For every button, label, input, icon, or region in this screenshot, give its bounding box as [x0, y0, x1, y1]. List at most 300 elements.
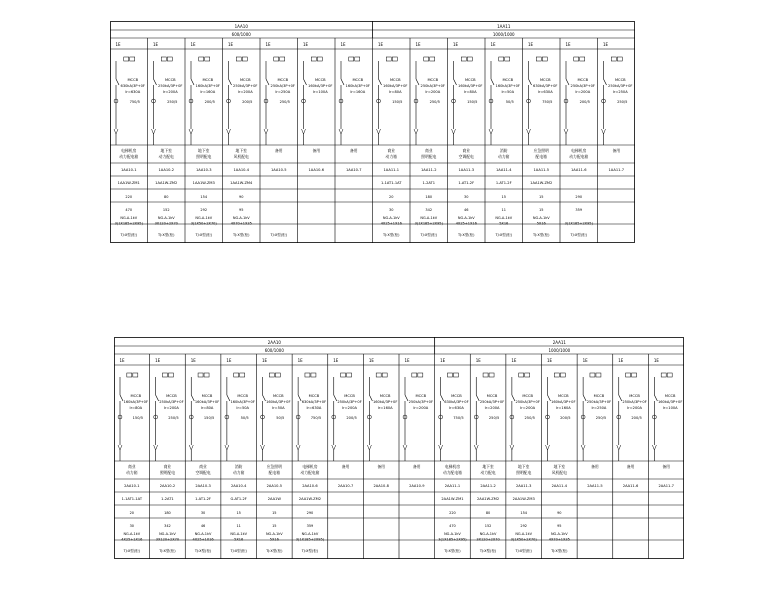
load-name: 动力配电	[480, 470, 496, 475]
circuit-code: 1AA11-1	[383, 168, 399, 172]
meter-icon	[124, 57, 129, 61]
meter-icon	[240, 373, 245, 377]
load-name: 配电箱	[268, 470, 281, 475]
meter-icon	[626, 373, 631, 377]
breaker-switch-icon	[156, 395, 159, 401]
load-name: 商业	[128, 464, 136, 469]
summary-cell: NG-A-1kV	[265, 532, 283, 536]
circuit-code: 2AA10-2	[159, 484, 176, 488]
summary-cell: 30	[129, 524, 135, 528]
breaker-spec: MCCB	[164, 78, 176, 82]
breaker-spec: MCCB	[664, 394, 676, 398]
cable-code: G-AT1-2F	[230, 497, 247, 501]
cable-code: 1-2AT1	[161, 497, 174, 501]
cable-code: 2AA1W-ZM2	[476, 497, 500, 501]
breaker-spec: MCCB	[166, 394, 177, 398]
circuit-code: 2AA11-5	[587, 484, 603, 488]
summary-cell: TJ:X型(柜)	[383, 233, 400, 237]
arrow-down-icon	[114, 129, 118, 134]
load-name: 空调配电	[195, 470, 211, 475]
circuit-code: 2AA10-1	[124, 484, 140, 488]
meter-icon	[317, 57, 322, 61]
breaker-switch-icon	[491, 79, 494, 85]
load-name: 消防	[499, 148, 508, 153]
breaker-spec: Ir=250A	[275, 90, 291, 94]
circuit-code: 2AA10-8	[373, 484, 389, 488]
summary-cell: TJ:X型(柜)	[479, 549, 497, 553]
summary-cell: NG-A-1kV	[532, 216, 550, 220]
circuit-code: 1AA10-7	[346, 168, 362, 172]
meter-icon	[392, 57, 397, 61]
meter-icon	[590, 373, 595, 377]
cabinet-label: 1E	[546, 358, 553, 363]
summary-cell: 90	[239, 195, 244, 199]
load-name: 电梯机房	[444, 464, 461, 469]
summary-cell: 3(1X50+2X70)	[510, 537, 537, 542]
arrow-down-icon	[302, 129, 306, 134]
arrow-down-icon	[546, 445, 550, 450]
load-name: 备用	[662, 464, 670, 469]
breaker-spec: MCCB	[202, 78, 214, 82]
ct-ratio: 250/5	[524, 416, 535, 420]
section-title: 2AA11	[552, 340, 566, 345]
summary-cell: TJ:X型(柜)	[233, 233, 250, 237]
cable-code: 2AA1W-ZM1	[441, 497, 464, 501]
circuit-code: 1AA11-6	[571, 168, 587, 172]
meter-icon	[424, 57, 429, 61]
load-name: 商业	[462, 148, 471, 153]
breaker-spec: Ir=200A	[413, 406, 429, 410]
meter-icon	[311, 57, 316, 61]
load-name: 电梯机房	[121, 148, 137, 153]
summary-cell: 3(1X50+2X70)	[190, 221, 217, 226]
ct-ratio: 50/5	[505, 100, 514, 104]
arrow-down-icon	[564, 129, 568, 134]
summary-cell: 11	[236, 524, 241, 528]
cabinet-label: 1E	[602, 42, 609, 47]
summary-cell: 290	[575, 195, 583, 199]
summary-cell: NG-A-1kV	[420, 216, 438, 220]
breaker-spec: 160kA/3P+0F	[383, 84, 408, 88]
breaker-spec: 250kA/3P+0F	[159, 400, 184, 404]
arrow-down-icon	[225, 445, 229, 450]
load-name: 照明配电	[516, 470, 532, 475]
load-name: 电梯机房	[302, 464, 318, 469]
meter-icon	[341, 373, 346, 377]
summary-cell: 359	[306, 524, 314, 528]
summary-cell: 180	[164, 511, 171, 515]
arrow-down-icon	[510, 445, 514, 450]
breaker-spec: 250kA/3P+0F	[408, 400, 434, 404]
breaker-spec: MCCB	[593, 394, 605, 398]
summary-cell: NG-A-1kV	[495, 216, 513, 220]
breaker-spec: 250kA/3P+0F	[570, 84, 595, 88]
meter-icon	[168, 373, 173, 377]
load-name: 备用	[612, 148, 621, 153]
breaker-spec: 160kA/3P+0F	[458, 84, 483, 88]
meter-icon	[505, 57, 510, 61]
cable-code: 1AA1W-ZM3	[192, 181, 215, 185]
breaker-spec: 250kA/3P+0F	[608, 84, 633, 88]
summary-cell: 3(1X185+2X95)	[438, 537, 467, 542]
load-name: 地下室	[160, 148, 172, 153]
load-name: 商业	[387, 148, 396, 153]
meter-icon	[596, 373, 601, 377]
meter-icon	[661, 373, 666, 377]
load-name: 动力配电箱	[569, 154, 589, 159]
cable-code: 1AA1W-ZM1	[117, 181, 140, 185]
meter-icon	[499, 57, 504, 61]
arrow-down-icon	[474, 445, 478, 450]
ct-ratio: 200/5	[242, 100, 253, 104]
breaker-spec: MCCB	[629, 394, 640, 398]
meter-icon	[489, 373, 494, 377]
cabinet-label: 1E	[226, 358, 232, 363]
meter-icon	[347, 373, 352, 377]
breaker-spec: MCCB	[464, 78, 476, 82]
ct-ratio: 50/5	[276, 416, 285, 420]
breaker-spec: 630kA/3P+0F	[533, 84, 558, 88]
summary-cell: 5X16	[536, 221, 546, 226]
meter-icon	[199, 57, 204, 61]
cable-code: 2AA1W-ZM3	[512, 497, 535, 501]
summary-cell: NG-A-1kV	[159, 532, 176, 536]
breaker-spec: Ir=200A	[425, 90, 441, 94]
arrow-down-icon	[439, 445, 443, 450]
summary-cell: 152	[484, 524, 492, 528]
breaker-spec: 160kA/3P+0F	[266, 400, 291, 404]
breaker-spec: 250kA/3P+0F	[586, 400, 612, 404]
breaker-spec: Ir=630A	[306, 406, 322, 410]
breaker-spec: MCCB	[237, 394, 248, 398]
breaker-spec: Ir=80A	[200, 406, 214, 410]
load-name: 风机配电	[233, 154, 249, 159]
ct-ratio: 750/5	[310, 416, 322, 420]
load-name: 备用	[591, 464, 599, 469]
meter-icon	[133, 373, 138, 377]
section-title: 2AA10	[267, 340, 281, 345]
breaker-spec: MCCB	[539, 78, 551, 82]
breaker-switch-icon	[191, 79, 194, 85]
meter-icon	[274, 57, 279, 61]
cabinet-label: 1E	[265, 42, 271, 47]
ct-ratio: 250/5	[168, 416, 179, 420]
breaker-spec: 630kA/3P+0F	[301, 400, 327, 404]
summary-cell: 5X16	[234, 537, 244, 542]
breaker-spec: MCCB	[277, 78, 289, 82]
cable-code: 1-1AT1-1AT	[121, 497, 143, 501]
breaker-switch-icon	[379, 79, 382, 85]
load-name: 动力配电箱	[300, 470, 320, 475]
meter-icon	[554, 373, 559, 377]
summary-cell: NG-A-1kV	[382, 216, 400, 220]
load-name: 商业	[424, 148, 433, 153]
breaker-spec: Ir=100A	[662, 406, 678, 410]
breaker-switch-icon	[604, 79, 607, 85]
summary-cell: 3X120+2X70	[154, 221, 178, 226]
load-name: 空调配电	[458, 154, 474, 159]
cabinet-label: 1E	[511, 358, 517, 363]
summary-cell: 5X16	[499, 221, 509, 226]
meter-icon	[617, 57, 622, 61]
cabinet-label: 1E	[618, 358, 624, 363]
meter-icon	[412, 373, 417, 377]
breaker-spec: MCCB	[614, 78, 626, 82]
circuit-code: 1AA10-2	[158, 168, 174, 172]
breaker-switch-icon	[229, 79, 232, 85]
cabinet-label: 1E	[404, 358, 410, 363]
circuit-code: 2AA10-3	[195, 484, 211, 488]
summary-cell: TJ:X型(柜)	[266, 549, 283, 553]
summary-cell: 154	[520, 511, 528, 515]
cabinet-label: 1E	[475, 358, 481, 363]
summary-cell: NG-A-1kV	[515, 532, 533, 536]
breaker-spec: Ir=50A	[236, 406, 249, 410]
summary-cell: 30	[200, 511, 206, 515]
arrow-down-icon	[296, 445, 300, 450]
circuit-code: 2AA10-5	[266, 484, 283, 488]
cabinet-label: 1E	[368, 358, 374, 363]
meter-icon	[519, 373, 524, 377]
circuit-code: 1AA11-7	[608, 168, 624, 172]
summary-cell: TJ:X型(柜)	[420, 233, 437, 237]
meter-icon	[483, 373, 488, 377]
section-subtitle: 1000/1000	[548, 348, 571, 353]
load-name: 备用	[626, 464, 635, 469]
summary-cell: TJ:X型(柜)	[533, 233, 550, 237]
cable-code: 1-2AT1	[422, 181, 436, 185]
section-title: 1AA11	[497, 24, 511, 29]
meter-icon	[275, 373, 280, 377]
cabinet-label: 1E	[582, 358, 588, 363]
circuit-code: 2AA11-3	[515, 484, 532, 488]
breaker-spec: Ir=630A	[125, 90, 141, 94]
meter-icon	[205, 57, 210, 61]
ct-ratio: 150/5	[203, 416, 215, 420]
breaker-switch-icon	[116, 79, 119, 85]
ct-ratio: 750/5	[129, 100, 140, 104]
cable-code: 1-1AT1-1AT	[381, 181, 402, 185]
breaker-switch-icon	[120, 395, 123, 401]
breaker-switch-icon	[529, 79, 532, 85]
summary-cell: TJ:X型(柜)	[444, 549, 461, 553]
panel-bottom	[114, 337, 684, 559]
load-name: 地下室	[517, 464, 530, 469]
load-name: 照明配电	[159, 470, 176, 475]
summary-cell: TJ:X型(柜)	[495, 233, 512, 237]
meter-icon	[305, 373, 310, 377]
cable-code: 1-AT1-2F	[458, 181, 475, 185]
summary-cell: 95	[239, 208, 244, 212]
breaker-switch-icon	[298, 395, 301, 401]
meter-icon	[167, 57, 172, 61]
breaker-spec: Ir=100A	[312, 90, 328, 94]
summary-cell: TJ:X型(柜)	[230, 549, 247, 553]
breaker-spec: MCCB	[201, 394, 213, 398]
meter-icon	[382, 373, 387, 377]
breaker-switch-icon	[227, 395, 230, 401]
breaker-spec: MCCB	[352, 78, 364, 82]
load-name: 动力配电箱	[442, 470, 462, 475]
breaker-spec: Ir=160A	[377, 406, 393, 410]
meter-icon	[667, 373, 672, 377]
breaker-spec: Ir=630A	[449, 406, 464, 410]
breaker-spec: Ir=80A	[463, 90, 477, 94]
summary-cell: NG-A-1kV	[230, 532, 248, 536]
circuit-code: 2AA10-7	[337, 484, 354, 488]
breaker-spec: 160kA/3P+0F	[230, 400, 255, 404]
arrow-down-icon	[261, 445, 265, 450]
summary-cell: 154	[200, 195, 208, 199]
breaker-switch-icon	[334, 395, 337, 401]
load-name: 备用	[274, 148, 283, 153]
arrow-down-icon	[189, 129, 193, 134]
breaker-spec: 160kA/3P+0F	[123, 400, 149, 404]
summary-cell: NG-A-1kV	[123, 532, 141, 536]
cabinet-label: 1E	[415, 42, 421, 47]
summary-cell: 30	[389, 208, 394, 212]
load-name: 动力箱	[232, 470, 245, 475]
cabinet-label: 1E	[527, 42, 534, 47]
circuit-code: 2AA11-6	[622, 484, 639, 488]
arrow-down-icon	[332, 445, 336, 450]
summary-cell: NG-A-1kV	[444, 532, 461, 536]
load-name: 备用	[341, 464, 350, 469]
arrow-down-icon	[118, 445, 122, 450]
meter-icon	[418, 373, 423, 377]
load-name: 配电箱	[535, 154, 547, 159]
ct-ratio: 250/5	[488, 416, 500, 420]
breaker-spec: Ir=200A	[164, 406, 179, 410]
breaker-spec: Ir=200A	[627, 406, 642, 410]
summary-cell: 470	[449, 524, 456, 528]
meter-icon	[198, 373, 203, 377]
cable-code: 1AA1W-ZM2	[155, 181, 178, 185]
arrow-down-icon	[189, 445, 193, 450]
breaker-spec: Ir=250A	[591, 406, 607, 410]
section-title: 1AA10	[234, 24, 248, 29]
load-name: 电梯机房	[571, 148, 587, 153]
breaker-spec: Ir=80A	[388, 90, 402, 94]
summary-cell: TJ:X型(柜)	[194, 549, 212, 553]
ct-ratio: 150/5	[467, 100, 478, 104]
meter-icon	[560, 373, 565, 377]
meter-icon	[162, 373, 167, 377]
breaker-spec: Ir=160A	[555, 406, 571, 410]
cable-code: 1AA1W-ZM2	[530, 181, 553, 185]
ct-ratio: 250/5	[617, 100, 628, 104]
breaker-switch-icon	[191, 395, 194, 401]
summary-cell: TJ:X型(柜)	[551, 549, 568, 553]
cable-code: 1AA1W-ZM4	[230, 181, 253, 185]
ct-ratio: 250/5	[429, 100, 440, 104]
cabinet-label: 1E	[297, 358, 303, 363]
summary-cell: 4X70+1X35	[230, 221, 252, 226]
summary-cell: NG-A-1kV	[479, 532, 497, 536]
circuit-code: 1AA11-5	[533, 168, 549, 172]
summary-cell: 152	[162, 208, 170, 212]
arrow-down-icon	[339, 129, 343, 134]
breaker-switch-icon	[416, 79, 419, 85]
breaker-spec: 160kA/3P+0F	[194, 400, 220, 404]
cabinet-label: 1E	[565, 42, 571, 47]
breaker-spec: 250kA/3P+0F	[233, 84, 258, 88]
breaker-spec: 250kA/3P+0F	[622, 400, 647, 404]
breaker-switch-icon	[583, 395, 586, 401]
breaker-spec: MCCB	[130, 394, 142, 398]
breaker-spec: Ir=50A	[501, 90, 515, 94]
summary-cell: 30	[464, 195, 469, 199]
breaker-switch-icon	[476, 395, 479, 401]
breaker-spec: MCCB	[314, 78, 326, 82]
cabinet-label: 1E	[119, 358, 125, 363]
breaker-switch-icon	[654, 395, 657, 401]
breaker-switch-icon	[619, 395, 622, 401]
summary-cell: 15	[272, 524, 277, 528]
arrow-down-icon	[652, 445, 656, 450]
meter-icon	[542, 57, 547, 61]
cabinet-label: 1E	[333, 358, 339, 363]
summary-cell: 20	[389, 195, 394, 199]
breaker-spec: MCCB	[389, 78, 401, 82]
circuit-code: 2AA11-1	[444, 484, 461, 488]
summary-cell: NG-A-1kV	[195, 216, 213, 220]
summary-cell: 15	[272, 511, 277, 515]
summary-cell: 20	[129, 511, 135, 515]
summary-cell: 15	[539, 208, 544, 212]
load-name: 动力箱	[385, 154, 397, 159]
breaker-spec: Ir=80A	[129, 406, 143, 410]
summary-cell: 3(1X185+2X95)	[295, 537, 325, 542]
meter-icon	[355, 57, 360, 61]
summary-cell: 292	[200, 208, 208, 212]
breaker-switch-icon	[154, 79, 157, 85]
ct-ratio: 50/5	[240, 416, 249, 420]
summary-cell: 3(1X185+2X95)	[414, 221, 443, 226]
summary-cell: 342	[425, 208, 433, 212]
meter-icon	[127, 373, 132, 377]
cabinet-label: 1E	[377, 42, 384, 47]
cable-code: 1-AT1-2F	[195, 497, 211, 501]
arrow-down-icon	[367, 445, 371, 450]
load-name: 备用	[349, 148, 358, 153]
arrow-down-icon	[527, 129, 531, 134]
meter-icon	[580, 57, 585, 61]
summary-cell: TJ:X型(柜)	[458, 233, 475, 237]
summary-cell: 3(1X185+2X95)	[564, 221, 593, 226]
summary-cell: 220	[449, 511, 456, 515]
cabinet-label: 1E	[490, 42, 496, 47]
meter-icon	[349, 57, 354, 61]
summary-cell: 3X120+2X70	[155, 537, 180, 542]
breaker-spec: Ir=630A	[537, 90, 553, 94]
ct-ratio: 200/5	[346, 416, 357, 420]
ct-ratio: 150/5	[392, 100, 403, 104]
section-subtitle: 600/1000	[231, 32, 251, 37]
breaker-spec: 630kA/3P+0F	[120, 84, 145, 88]
arrow-down-icon	[154, 445, 158, 450]
load-name: 备用	[312, 148, 321, 153]
breaker-spec: MCCB	[502, 78, 514, 82]
load-name: 地下室	[482, 464, 494, 469]
load-name: 照明配电	[421, 154, 437, 159]
summary-cell: NG-A-1kV	[457, 216, 475, 220]
circuit-code: 1AA10-4	[233, 168, 249, 172]
arrow-down-icon	[581, 445, 585, 450]
breaker-switch-icon	[263, 395, 266, 401]
summary-cell: 342	[164, 524, 171, 528]
cabinet-label: 1E	[190, 358, 196, 363]
